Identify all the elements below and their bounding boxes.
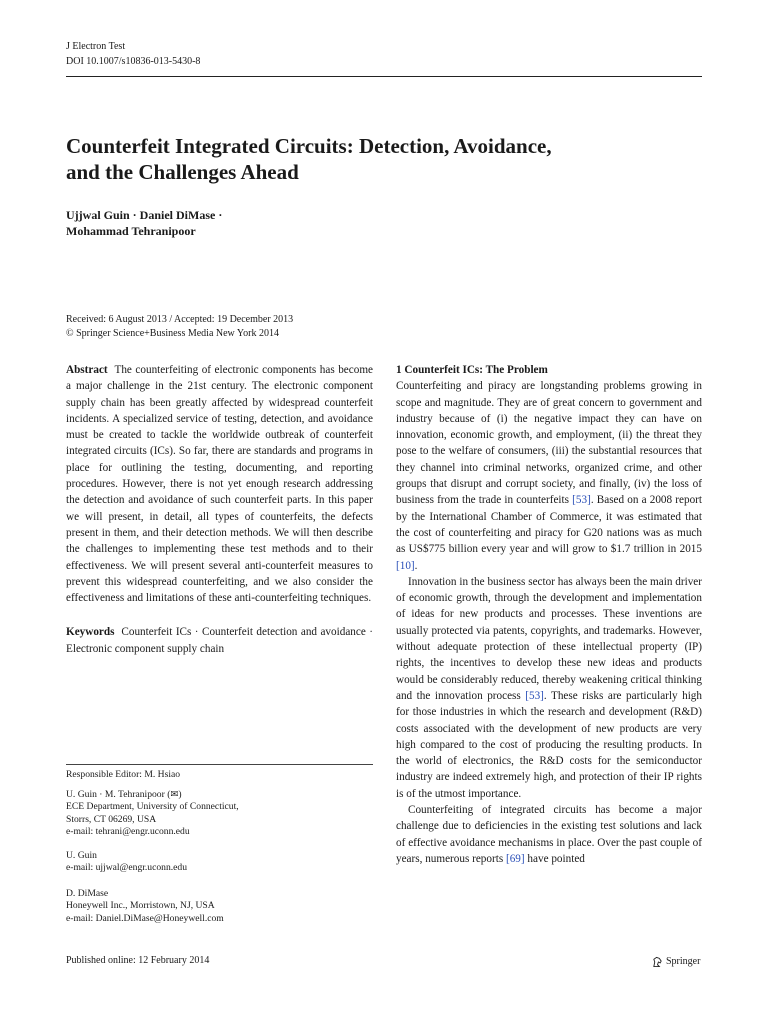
responsible-editor: Responsible Editor: M. Hsiao xyxy=(66,769,181,780)
citation-link[interactable]: [10] xyxy=(396,559,415,572)
footnote-rule xyxy=(66,764,373,765)
keywords xyxy=(66,624,373,657)
publication-dates xyxy=(66,313,386,341)
email-link[interactable]: e-mail: Daniel.DiMase@Honeywell.com xyxy=(66,912,224,924)
header-rule xyxy=(66,76,702,77)
abstract-label: Abstract xyxy=(66,364,108,376)
springer-horse-icon xyxy=(652,956,663,968)
email-link[interactable]: e-mail: tehrani@engr.uconn.edu xyxy=(66,825,190,837)
affiliation-3: D. DiMase Honeywell Inc., Morristown, NJ, USA e-mail: Daniel.DiMase@Honeywell.com xyxy=(66,888,373,925)
left-column xyxy=(66,362,373,657)
paragraph-1: Counterfeiting and piracy are longstanding problems growing in scope and magnitude. They are of great concern to government and industry because of (i) the negative impact they can have on innovation, economic growth, and employment, (ii) the threat they pose to the welfare of consumers, (iii) the substantial resources that they channel into criminal networks, organized crime, and other groups that disrupt and corrupt society, and finally, (iv) the loss of business from the trade in counterfeits [53]. Based on a 2008 report by the International Chamber of Commerce, it was estimated that the cost of counterfeiting and piracy for G20 nations was as much as US$775 billion every year and will grow to $1.7 trillion in 2015 [10]. xyxy=(396,380,702,572)
keywords-text: Counterfeit ICs · Counterfeit detection and avoidance · Electronic component supply chain xyxy=(66,626,373,655)
citation-link[interactable]: [53] xyxy=(525,689,544,702)
right-column xyxy=(396,362,702,867)
citation-link[interactable]: [53] xyxy=(572,494,591,507)
paragraph-3: Counterfeiting of integrated circuits has become a major challenge due to deficiencies in the existing test solutions and lack of effective avoidance mechanisms in place. Over the past couple of years, numerous reports [69] have pointed xyxy=(396,804,702,865)
affiliation-1: U. Guin · M. Tehranipoor (✉) ECE Department, University of Connecticut, Storrs, CT 06269, USA e-mail: tehrani@engr.uconn.edu xyxy=(66,789,373,838)
copyright: © Springer Science+Business Media New York 2014 xyxy=(66,328,279,339)
abstract-text: The counterfeiting of electronic components has become a major challenge in the 21st century. The electronic component supply chain has been greatly affected by widespread counterfeit incidents. A specialized service of testing, detection, and avoidance must be created to tackle the worldwide outbreak of counterfeit integrated circuits (ICs). So far, there are standards and programs in place for outlining the testing, documenting, and reporting procedures. However, there is not yet enough research addressing the detection and avoidance of such counterfeit parts. In this paper we will present, in detail, all types of counterfeits, the defects present in them, and their detection methods. We will then describe the challenges to implementing these test methods and to their effectiveness. We will present several anti-counterfeit measures to prevent this widespread counterfeiting, and we also consider the effectiveness and limitations of these anti-counterfeiting techniques. xyxy=(66,364,373,605)
journal-name: J Electron Test xyxy=(66,41,126,52)
section-heading: 1 Counterfeit ICs: The Problem xyxy=(396,364,548,376)
keywords-label: Keywords xyxy=(66,626,115,639)
received-accepted: Received: 6 August 2013 / Accepted: 19 December 2013 xyxy=(66,314,294,325)
email-link[interactable]: e-mail: ujjwal@engr.uconn.edu xyxy=(66,862,187,874)
citation-link[interactable]: [69] xyxy=(505,852,525,865)
doi: DOI 10.1007/s10836-013-5430-8 xyxy=(66,56,201,67)
affiliation-2: U. Guin e-mail: ujjwal@engr.uconn.edu xyxy=(66,850,373,875)
abstract xyxy=(66,362,373,606)
paper-title: Counterfeit Integrated Circuits: Detection, Avoidance, and the Challenges Ahead xyxy=(66,134,552,184)
author-list: Ujjwal Guin · Daniel DiMase · Mohammad Tehranipoor xyxy=(66,208,223,238)
publisher-name: Springer xyxy=(666,956,701,967)
paragraph-2: Innovation in the business sector has always been the main driver of economic growth, through the development and implementation of ideas for new products and processes. These inventions are usually protected via patents, copyrights, and trademarks. However, without adequate protection of these intellectual property (IP) rights, the incentives to develop these new ideas and products would be considerably reduced, thereby weakening critical thinking and the innovation process [53]. These risks are particularly high for those industries in which the research and development (R&D) costs associated with the development of new products are very high compared to the cost of producing the resulting products. In the world of electronics, the R&D costs for the semiconductor industry are indeed extremely high, and protection of their IP rights is of the utmost importance. xyxy=(396,575,702,800)
publisher-logo xyxy=(652,955,700,969)
published-online: Published online: 12 February 2014 xyxy=(66,955,210,966)
